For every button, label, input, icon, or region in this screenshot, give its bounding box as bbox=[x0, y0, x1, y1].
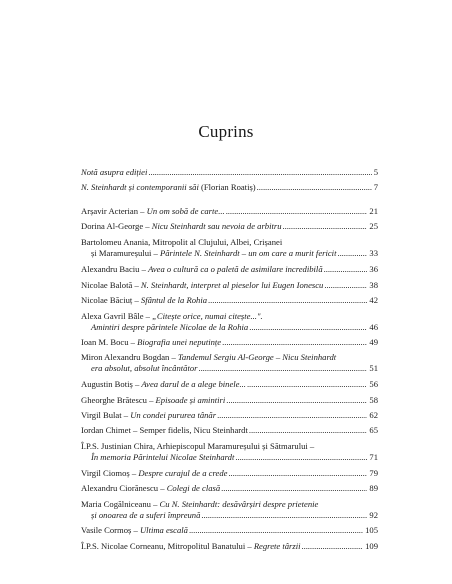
dot-leader bbox=[235, 452, 367, 463]
toc-entry-continuation bbox=[81, 510, 378, 521]
toc-page-number: 38 bbox=[369, 280, 378, 290]
toc-work-title: Semper fidelis, Nicu Steinhardt bbox=[139, 425, 248, 435]
toc-author: Vasile Cormoș bbox=[81, 525, 132, 535]
toc-work-title: Episoade și amintiri bbox=[155, 395, 226, 405]
toc-entry[interactable] bbox=[81, 206, 378, 217]
toc-entry-text: Arșavir Acterian – Un om sobă de carte... bbox=[81, 206, 225, 216]
toc-entry-continuation bbox=[81, 452, 378, 463]
toc-entry-text: Iordan Chimet – Semper fidelis, Nicu Steinhardt bbox=[81, 425, 248, 435]
toc-entry[interactable] bbox=[81, 221, 378, 232]
toc-entry[interactable] bbox=[81, 441, 378, 463]
toc-entry-line bbox=[81, 379, 378, 390]
dot-leader bbox=[337, 248, 367, 259]
toc-entry-line bbox=[81, 221, 378, 232]
toc-author: Arșavir Acterian bbox=[81, 206, 139, 216]
toc-work-title-cont: În memoria Părintelui Nicolae Steinhardt bbox=[91, 452, 235, 462]
toc-entry-text bbox=[81, 441, 314, 451]
toc-entry[interactable] bbox=[81, 264, 378, 275]
toc-entry[interactable] bbox=[81, 483, 378, 494]
toc-work-title: Cu N. Steinhardt: desăvârșiri despre prietenie bbox=[159, 499, 319, 509]
toc-entry-text: Ioan M. Bocu – Biografia unei neputințe bbox=[81, 337, 222, 347]
dot-leader bbox=[324, 280, 367, 291]
dot-leader bbox=[302, 541, 364, 552]
toc-work-title: N. Steinhardt, interpret al pieselor lui Eugen Ionescu bbox=[140, 280, 324, 290]
toc-page-number: 46 bbox=[369, 322, 378, 332]
dot-leader bbox=[222, 337, 367, 348]
toc-author: Nicolae Băciuț bbox=[81, 295, 133, 305]
toc-page-number: 109 bbox=[365, 541, 378, 551]
dot-leader bbox=[226, 206, 368, 217]
toc-work-title: Notă asupra ediției bbox=[81, 167, 148, 177]
toc-entry-text: Maria Cogălniceanu – Cu N. Steinhardt: desăvârșiri despre prietenie bbox=[81, 499, 319, 509]
toc-page-number: 25 bbox=[369, 221, 378, 231]
toc-page-number: 79 bbox=[369, 468, 378, 478]
toc-entry-text: Gheorghe Brătescu – Episoade și amintiri bbox=[81, 395, 226, 405]
toc-page-number: 36 bbox=[369, 264, 378, 274]
toc-author: Ioan M. Bocu bbox=[81, 337, 129, 347]
toc-entry-line bbox=[81, 410, 378, 421]
toc-author: Maria Cogălniceanu bbox=[81, 499, 151, 509]
toc-entry-line bbox=[81, 425, 378, 436]
toc-entry-line bbox=[81, 280, 378, 291]
toc-work-title: Colegi de clasă bbox=[166, 483, 221, 493]
dot-leader bbox=[198, 363, 367, 374]
toc-page-number: 42 bbox=[369, 295, 378, 305]
toc-entry-continuation bbox=[81, 248, 378, 259]
toc-author: Miron Alexandru Bogdan bbox=[81, 352, 170, 362]
toc-entry-line bbox=[81, 237, 378, 248]
toc-entry-text bbox=[81, 167, 147, 178]
toc-entry-text bbox=[81, 237, 282, 247]
toc-entry-text: Alexandru Ciorănescu – Colegi de clasă bbox=[81, 483, 221, 493]
dot-leader bbox=[189, 525, 363, 536]
toc-page-number: 65 bbox=[369, 425, 378, 435]
toc-author: Alexandru Ciorănescu bbox=[81, 483, 159, 493]
toc-work-title: Un om sobă de carte... bbox=[146, 206, 225, 216]
toc-entry-text bbox=[91, 452, 234, 463]
toc-author: Î.P.S. Nicolae Corneanu, Mitropolitul Banatului bbox=[81, 541, 246, 551]
toc-entry-text: Î.P.S. Nicolae Corneanu, Mitropolitul Banatului – Regrete târzii bbox=[81, 541, 301, 551]
toc-entry-text bbox=[81, 182, 256, 193]
toc-entry[interactable] bbox=[81, 379, 378, 390]
toc-author: Alexandru Baciu bbox=[81, 264, 140, 274]
toc-entry-text: Virgil Ciomoș – Despre curajul de a crede bbox=[81, 468, 228, 478]
page-title: Cuprins bbox=[198, 122, 254, 141]
toc-entry[interactable] bbox=[81, 395, 378, 406]
toc-author: Gheorghe Brătescu bbox=[81, 395, 147, 405]
toc-entry-line bbox=[81, 395, 378, 406]
toc-work-title: Sfântul de la Rohia bbox=[140, 295, 208, 305]
dot-leader bbox=[226, 395, 367, 406]
toc-entry-text: Virgil Bulat – Un condei pururea tânăr bbox=[81, 410, 217, 420]
toc-entry[interactable] bbox=[81, 352, 378, 374]
dot-leader bbox=[247, 379, 367, 390]
toc-entry[interactable] bbox=[81, 541, 378, 552]
toc-entry-text: Nicolae Balotă – N. Steinhardt, interpret al pieselor lui Eugen Ionescu bbox=[81, 280, 324, 290]
toc-entry-text: Augustin Botiș – Avea darul de a alege binele... bbox=[81, 379, 246, 389]
toc-page-number: 21 bbox=[369, 206, 378, 216]
dot-leader bbox=[249, 425, 368, 436]
toc-entry[interactable] bbox=[81, 425, 378, 436]
toc-entry[interactable] bbox=[81, 499, 378, 521]
dot-leader bbox=[249, 322, 367, 333]
dot-leader bbox=[148, 167, 371, 178]
toc-work-title: Despre curajul de a crede bbox=[138, 468, 228, 478]
toc-work-title: N. Steinhardt și contemporanii săi bbox=[81, 182, 199, 192]
toc-page-number: 71 bbox=[369, 452, 378, 462]
toc-work-title: Ultima escală bbox=[139, 525, 188, 535]
toc-work-title: Avea darul de a alege binele... bbox=[141, 379, 246, 389]
toc-work-title: Regrete târzii bbox=[253, 541, 301, 551]
toc-entry-text bbox=[91, 322, 248, 333]
toc-author: Î.P.S. Justinian Chira, Arhiepiscopul Maramureșului și Sătmarului – bbox=[81, 441, 315, 451]
toc-entry-text: Nicolae Băciuț – Sfântul de la Rohia bbox=[81, 295, 208, 305]
toc-page-number: 105 bbox=[365, 525, 378, 535]
toc-entry[interactable] bbox=[81, 167, 378, 178]
toc-author: Alexa Gavril Bâle bbox=[81, 311, 144, 321]
toc-entry-line bbox=[81, 441, 378, 452]
dot-leader bbox=[257, 182, 372, 193]
toc-entry-continuation bbox=[81, 363, 378, 374]
toc-entry-line bbox=[81, 541, 378, 552]
toc-entry-text bbox=[91, 363, 197, 374]
toc-page-number: 62 bbox=[369, 410, 378, 420]
toc-entry-line bbox=[81, 337, 378, 348]
toc-author-cont: și Maramureșului bbox=[91, 248, 152, 258]
toc-work-title-cont: Amintiri despre părintele Nicolae de la Rohia bbox=[91, 322, 249, 332]
toc-author: Virgil Ciomoș bbox=[81, 468, 130, 478]
toc-author: Dorina Al-George bbox=[81, 221, 144, 231]
toc-entry[interactable] bbox=[81, 280, 378, 291]
dot-leader bbox=[217, 410, 367, 421]
toc-work-title: Tandemul Sergiu Al-George – Nicu Steinhardt bbox=[177, 352, 337, 362]
toc-work-extra: (Florian Roatiș) bbox=[198, 182, 256, 192]
toc-work-title: Nicu Steinhardt sau nevoia de arbitru bbox=[151, 221, 282, 231]
toc-page-number: 5 bbox=[373, 167, 378, 177]
dot-leader bbox=[201, 510, 367, 521]
toc-author: Bartolomeu Anania, Mitropolit al Clujului, Albei, Crișanei bbox=[81, 237, 283, 247]
toc-entry[interactable] bbox=[81, 295, 378, 306]
toc-entry-text: Alexandru Baciu – Avea o cultură ca o paletă de asimilare incredibilă bbox=[81, 264, 323, 274]
toc-author: Augustin Botiș bbox=[81, 379, 133, 389]
toc-entry-line bbox=[81, 483, 378, 494]
dot-leader bbox=[324, 264, 368, 275]
toc-work-title-cont: și onoarea de a suferi împreună bbox=[91, 510, 201, 520]
toc-page-number: 49 bbox=[369, 337, 378, 347]
toc-entry-continuation bbox=[81, 322, 378, 333]
toc-entry-line bbox=[81, 295, 378, 306]
toc-page-number: 58 bbox=[369, 395, 378, 405]
toc-page-number: 89 bbox=[369, 483, 378, 493]
toc-page-number: 7 bbox=[373, 182, 378, 192]
toc-entry-line bbox=[81, 264, 378, 275]
toc-work-title: Un condei pururea tânăr bbox=[130, 410, 217, 420]
dot-leader bbox=[228, 468, 367, 479]
toc-entry-text: și Maramureșului – Părintele N. Steinhardt – un om care a murit fericit bbox=[91, 248, 337, 258]
dot-leader bbox=[283, 221, 368, 232]
toc-author: Virgil Bulat bbox=[81, 410, 122, 420]
toc-entry[interactable] bbox=[81, 237, 378, 259]
toc-entry[interactable] bbox=[81, 468, 378, 479]
toc-entry-line bbox=[81, 167, 378, 178]
toc-work-title-cont: era absolut, absolut încântător bbox=[91, 363, 198, 373]
toc-entry-text: Dorina Al-George – Nicu Steinhardt sau nevoia de arbitru bbox=[81, 221, 282, 231]
toc-author: Iordan Chimet bbox=[81, 425, 131, 435]
toc-entry-text: Vasile Cormoș – Ultima escală bbox=[81, 525, 188, 535]
toc-entry-line bbox=[81, 525, 378, 536]
toc-work-title: Biografia unei neputințe bbox=[137, 337, 222, 347]
toc-entry-line bbox=[81, 206, 378, 217]
toc-page-number: 33 bbox=[369, 248, 378, 258]
toc-page-number: 92 bbox=[369, 510, 378, 520]
toc-entry-line bbox=[81, 499, 378, 510]
toc-entry-line bbox=[81, 182, 378, 193]
toc-page-number: 51 bbox=[369, 363, 378, 373]
dot-leader bbox=[208, 295, 367, 306]
toc-page-number: 56 bbox=[369, 379, 378, 389]
toc-entry-line bbox=[81, 311, 378, 322]
toc-entry-line bbox=[81, 468, 378, 479]
toc-entry[interactable] bbox=[81, 525, 378, 536]
toc-entry-text: Miron Alexandru Bogdan – Tandemul Sergiu Al-George – Nicu Steinhardt bbox=[81, 352, 337, 362]
toc-work-title: Avea o cultură ca o paletă de asimilare incredibilă bbox=[148, 264, 323, 274]
toc-work-title: Părintele N. Steinhardt – un om care a murit fericit bbox=[159, 248, 337, 258]
toc-entry[interactable] bbox=[81, 410, 378, 421]
toc-entry[interactable] bbox=[81, 337, 378, 348]
toc-entry[interactable] bbox=[81, 311, 378, 333]
toc-entry-text bbox=[91, 510, 200, 521]
toc-entry[interactable] bbox=[81, 182, 378, 193]
toc-entry-text: Alexa Gavril Bâle – „Citește orice, numai citește...". bbox=[81, 311, 263, 321]
dot-leader bbox=[221, 483, 367, 494]
toc-entry-line bbox=[81, 352, 378, 363]
toc-author: Nicolae Balotă bbox=[81, 280, 133, 290]
toc-work-title: „Citește orice, numai citește...". bbox=[152, 311, 263, 321]
